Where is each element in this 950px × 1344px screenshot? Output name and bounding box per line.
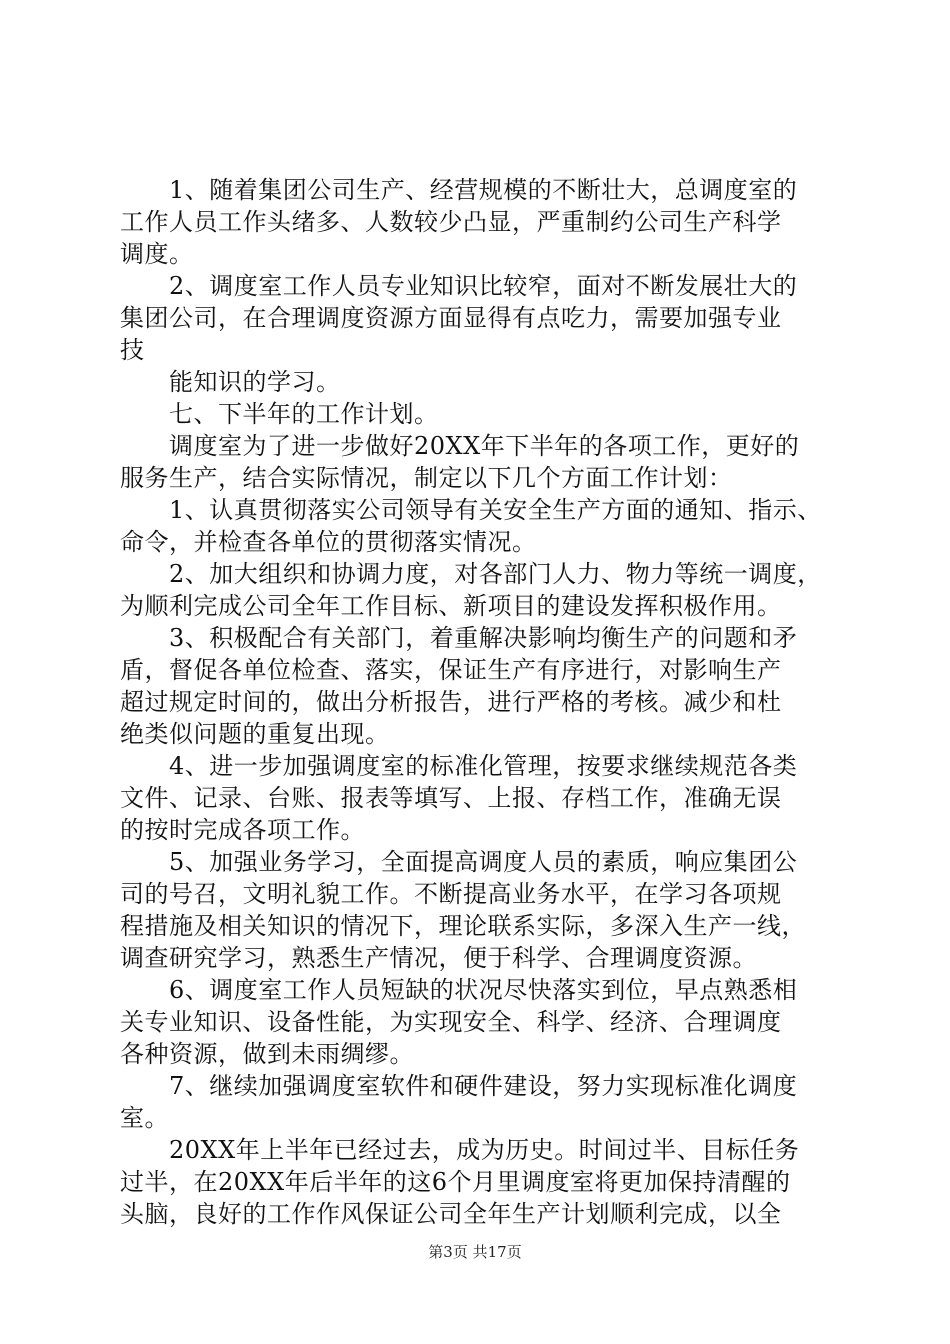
text-line: 司的号召，文明礼貌工作。不断提高业务水平，在学习各项规	[120, 880, 782, 908]
text-line: 室。	[120, 1104, 169, 1132]
text-line: 绝类似问题的重复出现。	[120, 720, 390, 748]
text-line: 命令，并检查各单位的贯彻落实情况。	[120, 528, 537, 556]
text-line: 6、调度室工作人员短缺的状况尽快落实到位，早点熟悉相	[120, 976, 798, 1004]
section-heading: 七、下半年的工作计划。	[120, 400, 439, 428]
text-line: 盾，督促各单位检查、落实，保证生产有序进行，对影响生产	[120, 656, 782, 684]
text-line: 调度室为了进一步做好20XX年下半年的各项工作，更好的	[120, 432, 800, 460]
text-line: 工作人员工作头绪多、人数较少凸显，严重制约公司生产科学	[120, 208, 782, 236]
text-line: 5、加强业务学习，全面提高调度人员的素质，响应集团公	[120, 848, 798, 876]
text-line: 程措施及相关知识的情况下，理论联系实际，多深入生产一线，	[120, 912, 806, 940]
text-line: 为顺利完成公司全年工作目标、新项目的建设发挥积极作用。	[120, 592, 782, 620]
text-line: 1、认真贯彻落实公司领导有关安全生产方面的通知、指示、	[120, 496, 822, 524]
text-line: 调查研究学习，熟悉生产情况，便于科学、合理调度资源。	[120, 944, 757, 972]
text-line: 文件、记录、台账、报表等填写、上报、存档工作，准确无误	[120, 784, 782, 812]
text-line: 头脑，良好的工作作风保证公司全年生产计划顺利完成，以全	[120, 1200, 782, 1228]
text-line: 2、调度室工作人员专业知识比较窄，面对不断发展壮大的	[120, 272, 798, 300]
text-line: 7、继续加强调度室软件和硬件建设，努力实现标准化调度	[120, 1072, 798, 1100]
document-body	[120, 174, 840, 1230]
text-line: 过半，在20XX年后半年的这6个月里调度室将更加保持清醒的	[120, 1168, 791, 1196]
text-line: 的按时完成各项工作。	[120, 816, 365, 844]
text-line: 技	[120, 336, 145, 364]
text-line: 各种资源，做到未雨绸缪。	[120, 1040, 414, 1068]
text-line: 集团公司，在合理调度资源方面显得有点吃力，需要加强专业	[120, 304, 782, 332]
text-line: 关专业知识、设备性能，为实现安全、科学、经济、合理调度	[120, 1008, 782, 1036]
text-line: 2、加大组织和协调力度，对各部门人力、物力等统一调度，	[120, 560, 822, 588]
text-line: 20XX年上半年已经过去，成为历史。时间过半、目标任务	[120, 1136, 800, 1164]
text-line: 能知识的学习。	[120, 368, 341, 396]
text-line: 服务生产，结合实际情况，制定以下几个方面工作计划：	[120, 464, 733, 492]
text-line: 调度。	[120, 240, 194, 268]
text-line: 1、随着集团公司生产、经营规模的不断壮大，总调度室的	[120, 176, 798, 204]
text-line: 超过规定时间的，做出分析报告，进行严格的考核。减少和杜	[120, 688, 782, 716]
text-line: 4、进一步加强调度室的标准化管理，按要求继续规范各类	[120, 752, 798, 780]
page-number-footer: 第3页 共17页	[428, 1243, 522, 1261]
text-line: 3、积极配合有关部门，着重解决影响均衡生产的问题和矛	[120, 624, 798, 652]
